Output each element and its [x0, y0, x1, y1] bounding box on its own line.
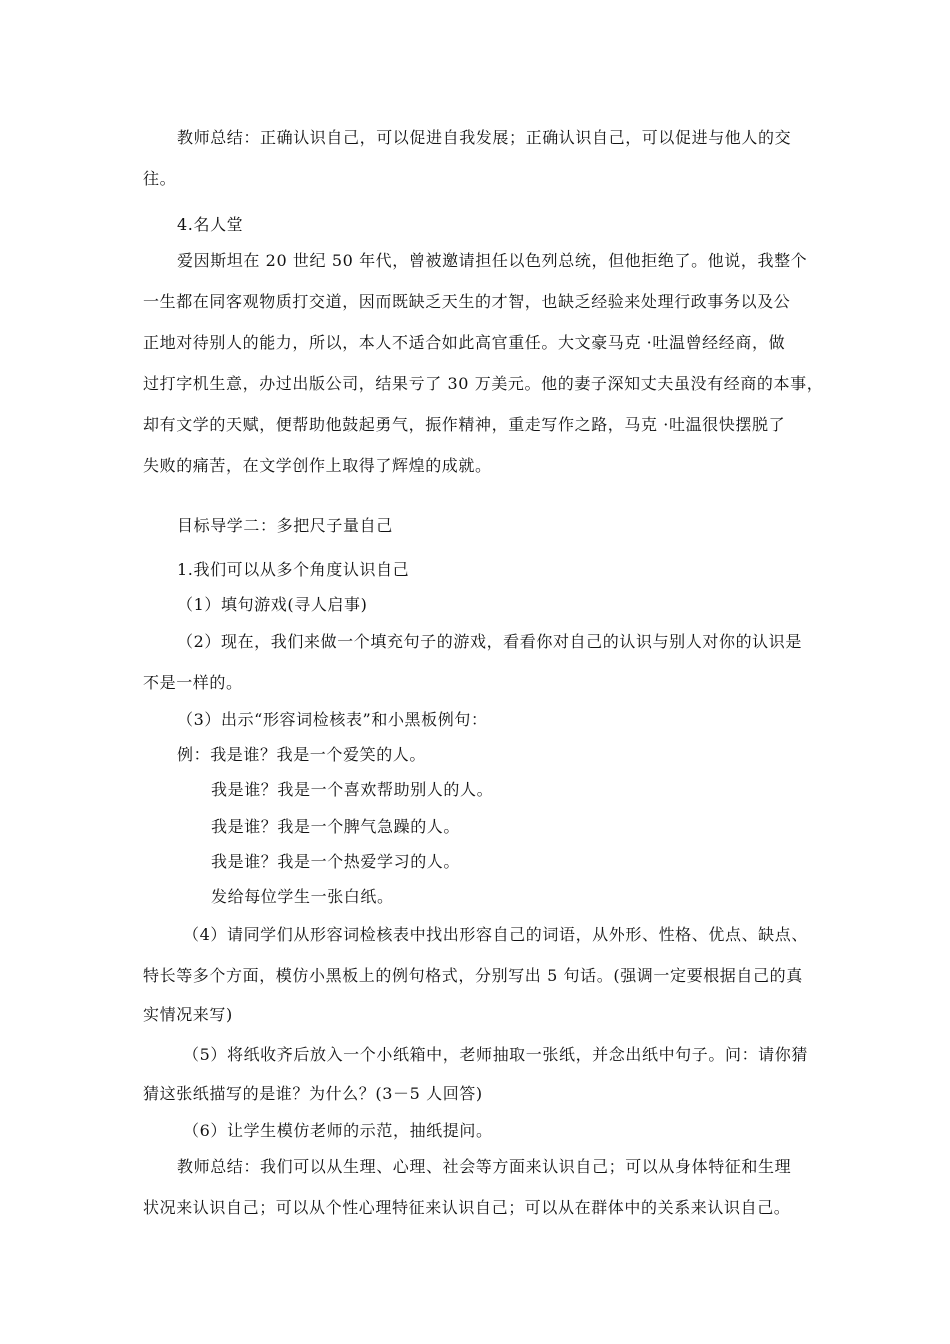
step-4-line-1: （4）请同学们从形容词检核表中找出形容自己的词语，从外形、性格、优点、缺点、 — [183, 925, 808, 944]
step-2-line-1: （2）现在，我们来做一个填充句子的游戏，看看你对自己的认识与别人对你的认识是 — [177, 632, 802, 651]
step-1: （1）填句游戏(寻人启事) — [177, 595, 368, 614]
step-6: （6）让学生模仿老师的示范，抽纸提问。 — [183, 1121, 493, 1140]
step-4-line-3: 实情况来写) — [143, 1005, 233, 1024]
step-5-line-2: 猜这张纸描写的是谁？为什么？(3－5 人回答) — [143, 1084, 483, 1103]
example-2: 我是谁？我是一个喜欢帮助别人的人。 — [211, 780, 494, 799]
step-4-line-2: 特长等多个方面，模仿小黑板上的例句格式，分别写出 5 句话。(强调一定要根据自己的真 — [143, 966, 803, 985]
item-1-heading: 1.我们可以从多个角度认识自己 — [177, 560, 410, 579]
example-3: 我是谁？我是一个脾气急躁的人。 — [211, 817, 461, 836]
famous-hall-heading: 4.名人堂 — [177, 215, 244, 234]
hand-out-note: 发给每位学生一张白纸。 — [211, 887, 394, 906]
step-5-line-1: （5）将纸收齐后放入一个小纸箱中，老师抽取一张纸，并念出纸中句子。问：请你猜 — [183, 1045, 808, 1064]
example-4: 我是谁？我是一个热爱学习的人。 — [211, 852, 461, 871]
teacher-summary-2-line-2: 状况来认识自己；可以从个性心理特征来认识自己；可以从在群体中的关系来认识自己。 — [143, 1198, 791, 1217]
famous-hall-line-1: 爱因斯坦在 20 世纪 50 年代，曾被邀请担任以色列总统，但他拒绝了。他说，我整个 — [177, 251, 808, 270]
famous-hall-line-3: 正地对待别人的能力，所以，本人不适合如此高官重任。大文豪马克 ·吐温曾经经商，做 — [143, 333, 786, 352]
famous-hall-line-4: 过打字机生意，办过出版公司，结果亏了 30 万美元。他的妻子深知丈夫虽没有经商的本事， — [143, 374, 824, 393]
famous-hall-line-2: 一生都在同客观物质打交道，因而既缺乏天生的才智，也缺乏经验来处理行政事务以及公 — [143, 292, 791, 311]
step-2-line-2: 不是一样的。 — [143, 673, 243, 692]
step-3: （3）出示“形容词检核表”和小黑板例句： — [177, 710, 488, 729]
teacher-summary-2-line-1: 教师总结：我们可以从生理、心理、社会等方面来认识自己；可以从身体特征和生理 — [177, 1157, 792, 1176]
famous-hall-line-5: 却有文学的天赋，便帮助他鼓起勇气，振作精神，重走写作之路，马克 ·吐温很快摆脱了 — [143, 415, 786, 434]
famous-hall-line-6: 失败的痛苦，在文学创作上取得了辉煌的成就。 — [143, 456, 492, 475]
goal-two-heading: 目标导学二：多把尺子量自己 — [177, 516, 393, 535]
teacher-summary-1-line-2: 往。 — [143, 169, 177, 188]
example-1: 例：我是谁？我是一个爱笑的人。 — [177, 745, 427, 764]
teacher-summary-1-line-1: 教师总结：正确认识自己，可以促进自我发展；正确认识自己，可以促进与他人的交 — [177, 128, 792, 147]
